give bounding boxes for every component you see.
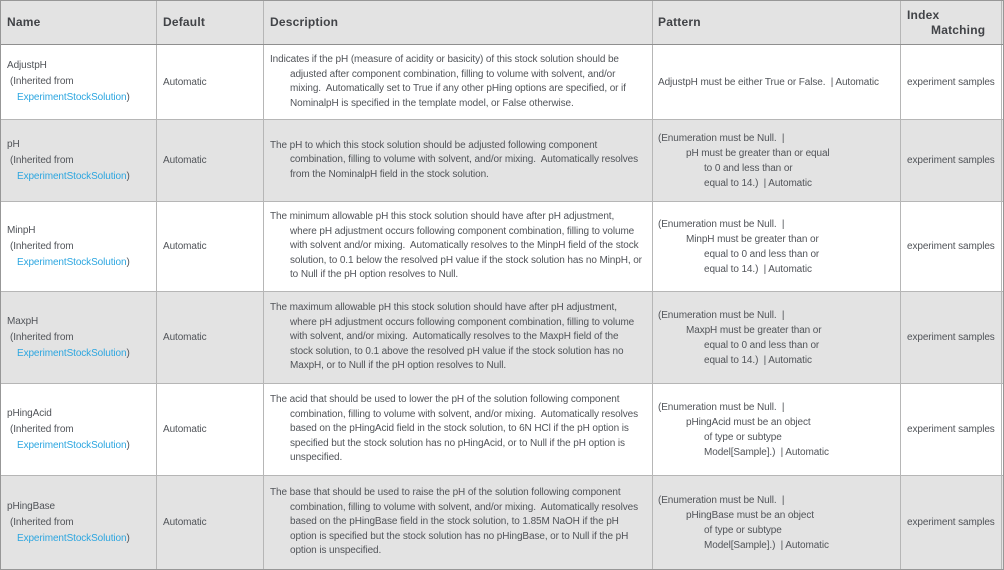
pattern-line: equal to 0 and less than or (704, 339, 820, 351)
index-matching-value: experiment samples (907, 517, 995, 528)
pattern-line: AdjustpH must be either True or False. | Automatic (658, 76, 879, 88)
index-matching-cell (900, 292, 1001, 383)
filler-cell (1001, 476, 1003, 569)
table-row (1, 475, 1003, 569)
description-cell (263, 202, 652, 291)
pattern-line: (Enumeration must be Null. | (658, 132, 785, 144)
inherited-suffix: ) (126, 439, 130, 451)
field-name: pH (7, 138, 20, 150)
table-header-row (1, 1, 1003, 45)
index-matching-value: experiment samples (907, 241, 995, 252)
description-text: The acid that should be used to lower the pH of the solution following component combination, filling to volume with solvent, and/or mixing. Automatically resolves based on the pHingAcid field in the stock solution, to 6N HCl if the pH option is specified but the stock solution has no pHingAcid, or to Null if the pH option is unspecified. (270, 394, 641, 464)
name-cell (1, 45, 156, 119)
description-text: The maximum allowable pH this stock solution should have after pH adjustment, where pH adjustment occurs following component combination, filling to volume with solvent, and/or mixing. Automatically resolves to the MaxpH field of the stock solution, to 0.1 above the resolved pH value if the stock solution has no MaxpH, or to Null if the pH option resolves to Null. (270, 302, 637, 372)
pattern-line: of type or subtype (704, 524, 782, 536)
inherited-suffix: ) (126, 170, 130, 182)
inherited-suffix: ) (126, 347, 130, 359)
default-cell (156, 45, 263, 119)
field-name: pHingAcid (7, 407, 52, 419)
name-cell (1, 202, 156, 291)
pattern-line: pHingBase must be an object (686, 509, 814, 521)
default-cell (156, 384, 263, 475)
pattern-line: Model[Sample].) | Automatic (704, 539, 829, 551)
pattern-line: of type or subtype (704, 431, 782, 443)
table-row (1, 45, 1003, 119)
table-row (1, 383, 1003, 475)
filler-cell (1001, 292, 1003, 383)
experiment-stock-solution-link[interactable]: ExperimentStockSolution (17, 92, 127, 103)
header-name: Name (7, 15, 41, 29)
inherited-from-label: (Inherited from (10, 331, 74, 343)
pattern-line: (Enumeration must be Null. | (658, 401, 785, 413)
filler-cell (1001, 45, 1003, 119)
field-name: pHingBase (7, 500, 56, 512)
pattern-cell (652, 120, 900, 201)
inherited-suffix: ) (126, 532, 130, 544)
default-cell (156, 120, 263, 201)
field-name: MaxpH (7, 315, 39, 327)
default-value: Automatic (163, 424, 207, 435)
default-cell (156, 202, 263, 291)
description-cell (263, 120, 652, 201)
pattern-line: (Enumeration must be Null. | (658, 309, 785, 321)
pattern-line: MinpH must be greater than or (686, 233, 819, 245)
pattern-cell (652, 292, 900, 383)
index-matching-cell (900, 476, 1001, 569)
inherited-from-label: (Inherited from (10, 516, 74, 528)
header-description: Description (263, 1, 652, 44)
filler-cell (1001, 120, 1003, 201)
table-row (1, 291, 1003, 383)
default-value: Automatic (163, 76, 207, 88)
description-text: The base that should be used to raise the pH of the solution following component combination, filling to volume with solvent, and/or mixing. Automatically resolves based on the pHingBase field in the stock solution, to 1.85M NaOH if the pH option is specified but the stock solution has no pHingBase, or to Null if the pH option is unspecified. (270, 487, 641, 557)
experiment-stock-solution-link[interactable]: ExperimentStockSolution (17, 170, 127, 182)
pattern-line: pH must be greater than or equal (686, 147, 830, 159)
index-matching-value: experiment samples (907, 76, 995, 88)
table-body (1, 45, 1003, 569)
index-matching-cell (900, 120, 1001, 201)
description-cell (263, 45, 652, 119)
pattern-line: (Enumeration must be Null. | (658, 218, 785, 230)
description-text: Indicates if the pH (measure of acidity or basicity) of this stock solution should be adjusted after component combination, filling to volume with solvent, and/or mixing. Automatically set to True if any other pHing options are specified, or if NominalpH is specified in the template model, or False otherwise. (270, 54, 629, 109)
experiment-stock-solution-link[interactable]: ExperimentStockSolution (17, 532, 127, 544)
field-name: AdjustpH (7, 60, 47, 71)
inherited-link-line (17, 346, 152, 362)
name-cell (1, 292, 156, 383)
inherited-link-line (17, 90, 152, 106)
description-text: The pH to which this stock solution should be adjusted following component combination, filling to volume with solvent, and/or mixing. Automatically resolves from the NominalpH field in the stock solution. (270, 139, 641, 180)
pattern-line: MaxpH must be greater than or (686, 324, 822, 336)
header-filler-cell (1001, 1, 1003, 44)
index-matching-value: experiment samples (907, 332, 995, 343)
default-value: Automatic (163, 332, 207, 343)
header-index-line2: Matching (931, 22, 986, 37)
inherited-link-line (17, 169, 152, 185)
experiment-stock-solution-link[interactable]: ExperimentStockSolution (17, 347, 127, 359)
pattern-line: pHingAcid must be an object (686, 416, 811, 428)
pattern-line: (Enumeration must be Null. | (658, 494, 785, 506)
pattern-line: equal to 14.) | Automatic (704, 177, 812, 189)
pattern-line: Model[Sample].) | Automatic (704, 446, 829, 458)
name-cell (1, 120, 156, 201)
header-default: Default (156, 1, 263, 44)
header-pattern: Pattern (652, 1, 900, 44)
inherited-suffix: ) (126, 92, 130, 103)
inherited-link-line (17, 531, 152, 547)
pattern-line: equal to 14.) | Automatic (704, 263, 812, 275)
filler-cell (1001, 384, 1003, 475)
experiment-stock-solution-link[interactable]: ExperimentStockSolution (17, 256, 127, 268)
inherited-suffix: ) (126, 256, 130, 268)
table-row (1, 119, 1003, 201)
default-value: Automatic (163, 155, 207, 166)
pattern-line: equal to 14.) | Automatic (704, 354, 812, 366)
pattern-line: to 0 and less than or (704, 162, 793, 174)
index-matching-value: experiment samples (907, 155, 995, 166)
default-value: Automatic (163, 241, 207, 252)
default-cell (156, 292, 263, 383)
index-matching-value: experiment samples (907, 424, 995, 435)
inherited-from-label: (Inherited from (10, 240, 74, 252)
pattern-cell (652, 384, 900, 475)
description-cell (263, 476, 652, 569)
inherited-link-line (17, 255, 152, 271)
name-cell (1, 476, 156, 569)
index-matching-cell (900, 384, 1001, 475)
index-matching-cell (900, 202, 1001, 291)
pattern-cell (652, 45, 900, 119)
header-index-line1: Index (907, 7, 940, 22)
inherited-from-label: (Inherited from (10, 154, 74, 166)
pattern-cell (652, 202, 900, 291)
index-matching-cell (900, 45, 1001, 119)
name-cell (1, 384, 156, 475)
pattern-cell (652, 476, 900, 569)
filler-cell (1001, 202, 1003, 291)
field-name: MinpH (7, 224, 36, 236)
header-index-matching (900, 1, 1001, 44)
description-text: The minimum allowable pH this stock solution should have after pH adjustment, where pH adjustment occurs following component combination, filling to volume with solvent and/or mixing. Automatically resolves to the MinpH field of the stock solution, to 0.1 below the resolved pH value if the stock solution has no MinpH, or to Null if the pH option resolves to Null. (270, 211, 645, 281)
pattern-line: equal to 0 and less than or (704, 248, 820, 260)
default-value: Automatic (163, 517, 207, 528)
experiment-stock-solution-link[interactable]: ExperimentStockSolution (17, 439, 127, 451)
table-row (1, 201, 1003, 291)
default-cell (156, 476, 263, 569)
inherited-from-label: (Inherited from (10, 423, 74, 435)
inherited-from-label: (Inherited from (10, 76, 74, 87)
description-cell (263, 292, 652, 383)
inherited-link-line (17, 438, 152, 454)
description-cell (263, 384, 652, 475)
